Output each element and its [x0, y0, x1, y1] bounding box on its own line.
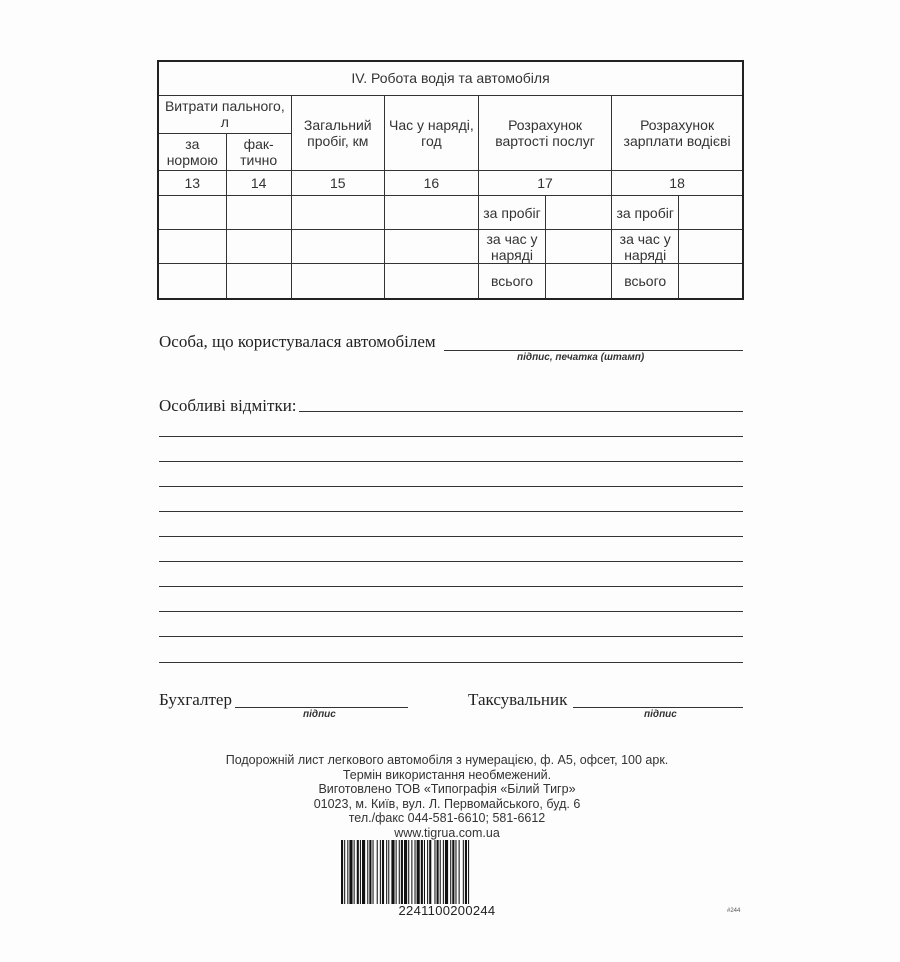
notes-line[interactable] [159, 586, 743, 587]
person-signature-hint: підпис, печатка (штамп) [517, 352, 645, 363]
barcode-bar [373, 840, 374, 904]
mileage-cell[interactable] [291, 230, 384, 264]
person-label: Особа, що користувалася автомобілем [159, 332, 436, 351]
barcode [339, 840, 555, 904]
fuel-actual-header: фак- тично [226, 133, 291, 170]
barcode-bar [421, 840, 423, 904]
service-total-cell[interactable] [546, 264, 612, 298]
barcode-bar [415, 840, 416, 904]
barcode-bar [367, 840, 368, 904]
table-title: IV. Робота водія та автомобіля [159, 62, 742, 95]
barcode-bar [450, 840, 451, 904]
barcode-bar [396, 840, 397, 904]
barcode-bar [360, 840, 361, 904]
print-info-line: Термін використання необмежений. [342, 767, 552, 782]
notes-line[interactable] [159, 486, 743, 487]
fuel-actual-cell[interactable] [226, 264, 291, 298]
notes-line[interactable] [159, 636, 743, 637]
barcode-number: 2241100200244 [398, 903, 496, 918]
notes-line[interactable] [159, 461, 743, 462]
col-number: 15 [291, 170, 384, 195]
barcode-bar [443, 840, 444, 904]
barcode-bar [344, 840, 345, 904]
barcode-bar [349, 840, 352, 904]
barcode-bar [452, 840, 454, 904]
col-number: 13 [159, 170, 226, 195]
accountant-label: Бухгалтер [159, 690, 232, 709]
fuel-header: Витрати пального, л [159, 95, 291, 133]
col-number: 14 [226, 170, 291, 195]
accountant-signature-line[interactable] [235, 707, 408, 708]
mileage-header: Загальний пробіг, км [291, 95, 384, 170]
salary-mileage-cell[interactable] [679, 196, 742, 230]
fuel-norm-cell[interactable] [159, 230, 226, 264]
mileage-cell[interactable] [291, 264, 384, 298]
barcode-bar [357, 840, 359, 904]
notes-line[interactable] [299, 411, 743, 412]
salary-total-label: всього [612, 264, 679, 298]
print-info-line: 01023, м. Київ, вул. Л. Первомайського, буд. 6 [313, 796, 581, 811]
barcode-bar [440, 840, 441, 904]
fuel-norm-header: за нормою [159, 133, 226, 170]
barcode-bar [391, 840, 394, 904]
barcode-bar [401, 840, 403, 904]
taxer-signature-line[interactable] [573, 707, 743, 708]
barcode-bar [429, 840, 431, 904]
notes-line[interactable] [159, 611, 743, 612]
barcode-bar [380, 840, 381, 904]
mileage-cell[interactable] [291, 196, 384, 230]
website-link: www.tigrua.com.ua [394, 825, 500, 840]
service-cost-header: Розрахунок вартості послуг [478, 95, 611, 170]
notes-line[interactable] [159, 662, 743, 663]
taxer-signature-hint: підпис [644, 709, 677, 720]
barcode-bar [445, 840, 448, 904]
work-table [157, 60, 744, 300]
fuel-norm-cell[interactable] [159, 264, 226, 298]
barcode-bar [354, 840, 355, 904]
barcode-bar [465, 840, 467, 904]
barcode-bar [417, 840, 420, 904]
barcode-bar [369, 840, 371, 904]
barcode-bar [347, 840, 348, 904]
salary-time-cell[interactable] [679, 230, 742, 264]
taxer-label: Таксувальник [468, 690, 568, 709]
barcode-bar [463, 840, 464, 904]
notes-line[interactable] [159, 436, 743, 437]
barcode-bar [424, 840, 425, 904]
catalog-code: #244 [727, 908, 741, 914]
barcode-bar [427, 840, 428, 904]
col-number: 18 [612, 170, 742, 195]
notes-line[interactable] [159, 536, 743, 537]
fuel-actual-cell[interactable] [226, 230, 291, 264]
salary-time-label: за час у наряді [612, 230, 679, 264]
salary-mileage-label: за пробіг [612, 196, 679, 230]
service-time-label: за час у наряді [478, 230, 545, 264]
barcode-bar [408, 840, 409, 904]
person-signature-line[interactable] [444, 350, 743, 351]
notes-label: Особливі відмітки: [159, 396, 297, 415]
salary-total-cell[interactable] [679, 264, 742, 298]
fuel-norm-cell[interactable] [159, 196, 226, 230]
barcode-bar [459, 840, 460, 904]
barcode-bar [411, 840, 412, 904]
barcode-bar [377, 840, 378, 904]
barcode-bar [362, 840, 365, 904]
service-mileage-cell[interactable] [546, 196, 612, 230]
print-info-line: Подорожній лист легкового автомобіля з нумерацією, ф. А5, офсет, 100 арк. [225, 753, 669, 767]
service-time-cell[interactable] [546, 230, 612, 264]
print-info-line: Виготовлено ТОВ «Типографія «Білий Тигр» [318, 782, 576, 797]
barcode-bar [434, 840, 435, 904]
notes-line[interactable] [159, 511, 743, 512]
driver-salary-header: Розрахунок зарплати водієві [612, 95, 742, 170]
barcode-bar [437, 840, 439, 904]
accountant-signature-hint: підпис [303, 709, 336, 720]
barcode-bar [404, 840, 407, 904]
barcode-bar [386, 840, 387, 904]
fuel-actual-cell[interactable] [226, 196, 291, 230]
duty-time-cell[interactable] [384, 264, 478, 298]
barcode-bar [399, 840, 400, 904]
barcode-bar [455, 840, 456, 904]
duty-time-cell[interactable] [384, 196, 478, 230]
barcode-bar [468, 840, 469, 904]
barcode-bar [382, 840, 384, 904]
print-info-line: тел./факс 044-581-6610; 581-6612 [348, 811, 546, 826]
print-info [150, 753, 744, 841]
col-number: 17 [478, 170, 611, 195]
duty-time-cell[interactable] [384, 230, 478, 264]
notes-line[interactable] [159, 561, 743, 562]
service-mileage-label: за пробіг [478, 196, 545, 230]
barcode-bar [341, 840, 343, 904]
barcode-bar [388, 840, 389, 904]
col-number: 16 [384, 170, 478, 195]
duty-time-header: Час у наряді, год [384, 95, 478, 170]
service-total-label: всього [478, 264, 545, 298]
